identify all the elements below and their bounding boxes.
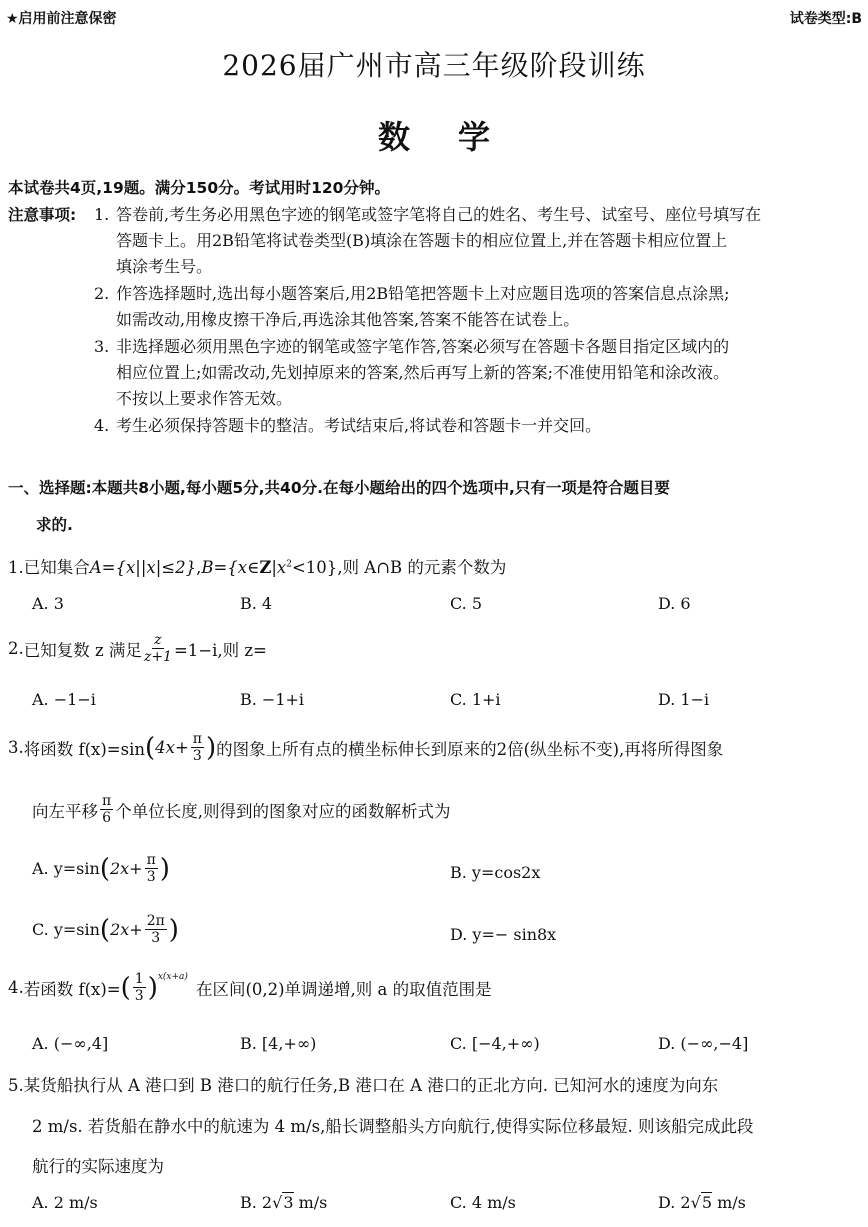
option-d: D. 6	[658, 594, 691, 613]
question-5-cont: 航行的实际速度为	[32, 1157, 164, 1176]
notice-item-1-line: 填涂考生号。	[116, 257, 213, 276]
question-number: 5.	[8, 1076, 24, 1095]
notice-item-3-line: 非选择题必须用黑色字迹的钢笔或签字笔作答,答案必须写在答题卡各题目指定区域内的	[116, 337, 730, 356]
question-number: 2.	[8, 639, 24, 658]
notice-item-2-line: 如需改动,用橡皮擦干净后,再选涂其他答案,答案不能答在试卷上。	[116, 310, 580, 329]
fraction: $\frac{\pi}{6}$	[102, 793, 112, 826]
exam-summary: 本试卷共4页,19题。满分150分。考试用时120分钟。	[8, 179, 390, 197]
paper-type-label: 试卷类型:B	[789, 11, 862, 27]
option-d: D. 1−i	[658, 690, 710, 709]
notice-item-2-line: 作答选择题时,选出每小题答案后,用2B铅笔把答题卡上对应题目选项的答案信息点涂黑;	[116, 284, 730, 303]
notice-item-1-num: 1.	[94, 205, 110, 224]
question-1: 1.已知集合$A=\{x||x|\le 2\},B=\{x\in Z|x^2<10\}$,则 A∩B 的元素个数为	[8, 558, 507, 577]
option-d: D. y=− sin8x	[450, 925, 557, 944]
section-heading: 一、选择题:本题共8小题,每小题5分,共40分.在每小题给出的四个选项中,只有一项是符合题目要	[8, 479, 670, 497]
fraction: $\frac{1}{3}$	[134, 971, 144, 1004]
notice-item-3-num: 3.	[94, 337, 110, 356]
notice-item-3-line: 相应位置上;如需改动,先划掉原来的答案,然后再写上新的答案;不准使用铅笔和涂改液。	[116, 363, 729, 382]
notice-item-1-line: 答卷前,考生务必用黑色字迹的钢笔或签字笔将自己的姓名、考生号、试室号、座位号填写在	[116, 205, 762, 224]
question-2: 2. 已知复数 z 满足 $\frac{z}{z+1}$ =1−i,则 z=	[8, 632, 267, 665]
option-a: A. −1−i	[32, 690, 96, 709]
notice-item-1-line: 答题卡上。用2B铅笔将试卷类型(B)填涂在答题卡的相应位置上,并在答题卡相应位置上	[116, 231, 728, 250]
option-c: C. [−4,+∞)	[450, 1034, 540, 1053]
question-number: 1.	[8, 558, 24, 577]
option-c: C. 5	[450, 594, 483, 613]
option-b: B. 4	[240, 594, 273, 613]
option-a: A. y=sin ( 2x+ $\frac{\pi}{3}$ )	[32, 852, 170, 885]
section-heading-cont: 求的.	[36, 516, 73, 534]
option-c: C. y=sin ( 2x+ $\frac{2\pi}{3}$ )	[32, 913, 179, 946]
option-c: C. 4 m/s	[450, 1193, 516, 1212]
subject-title: 数学	[377, 118, 538, 156]
page-title: 2026届广州市高三年级阶段训练	[222, 49, 646, 82]
question-number: 4.	[8, 978, 24, 997]
option-b: B. −1+i	[240, 690, 305, 709]
confidential-label: ★启用前注意保密	[6, 11, 117, 27]
option-a: A. 3	[32, 594, 64, 613]
fraction: $\frac{z}{z+1}$	[143, 632, 172, 665]
option-b: B. 2√3 m/s	[240, 1193, 328, 1212]
option-a: A. (−∞,4]	[32, 1034, 109, 1053]
option-a: A. 2 m/s	[32, 1193, 98, 1212]
question-5: 5.某货船执行从 A 港口到 B 港口的航行任务,B 港口在 A 港口的正北方向. 已知河水的速度为向东	[8, 1076, 719, 1095]
notice-item-4-line: 考生必须保持答题卡的整洁。考试结束后,将试卷和答题卡一并交回。	[116, 416, 602, 435]
fraction: $\frac{\pi}{3}$	[192, 731, 202, 764]
option-b: B. [4,+∞)	[240, 1034, 317, 1053]
notice-item-4-num: 4.	[94, 416, 110, 435]
option-d: D. 2√5 m/s	[658, 1193, 746, 1212]
question-number: 3.	[8, 738, 24, 757]
option-b: B. y=cos2x	[450, 863, 541, 882]
notice-label: 注意事项:	[8, 206, 77, 224]
notice-item-2-num: 2.	[94, 284, 110, 303]
option-c: C. 1+i	[450, 690, 501, 709]
question-5-cont: 2 m/s. 若货船在静水中的航速为 4 m/s,船长调整船头方向航行,使得实际位移最短. 则该船完成此段	[32, 1117, 754, 1136]
question-3-cont: 向左平移 $\frac{\pi}{6}$ 个单位长度,则得到的图象对应的函数解析式为	[32, 793, 451, 826]
question-3: 3. 将函数 f(x)=sin ( 4x+ $\frac{\pi}{3}$ ) 的图象上所有点的横坐标伸长到原来的2倍(纵坐标不变),再将所得图象	[8, 731, 724, 764]
notice-item-3-line: 不按以上要求作答无效。	[116, 389, 293, 408]
question-4: 4. 若函数 f(x)= ( $\frac{1}{3}$ ) x(x+a) 在区间(0,2)单调递增,则 a 的取值范围是	[8, 971, 492, 1004]
option-d: D. (−∞,−4]	[658, 1034, 749, 1053]
